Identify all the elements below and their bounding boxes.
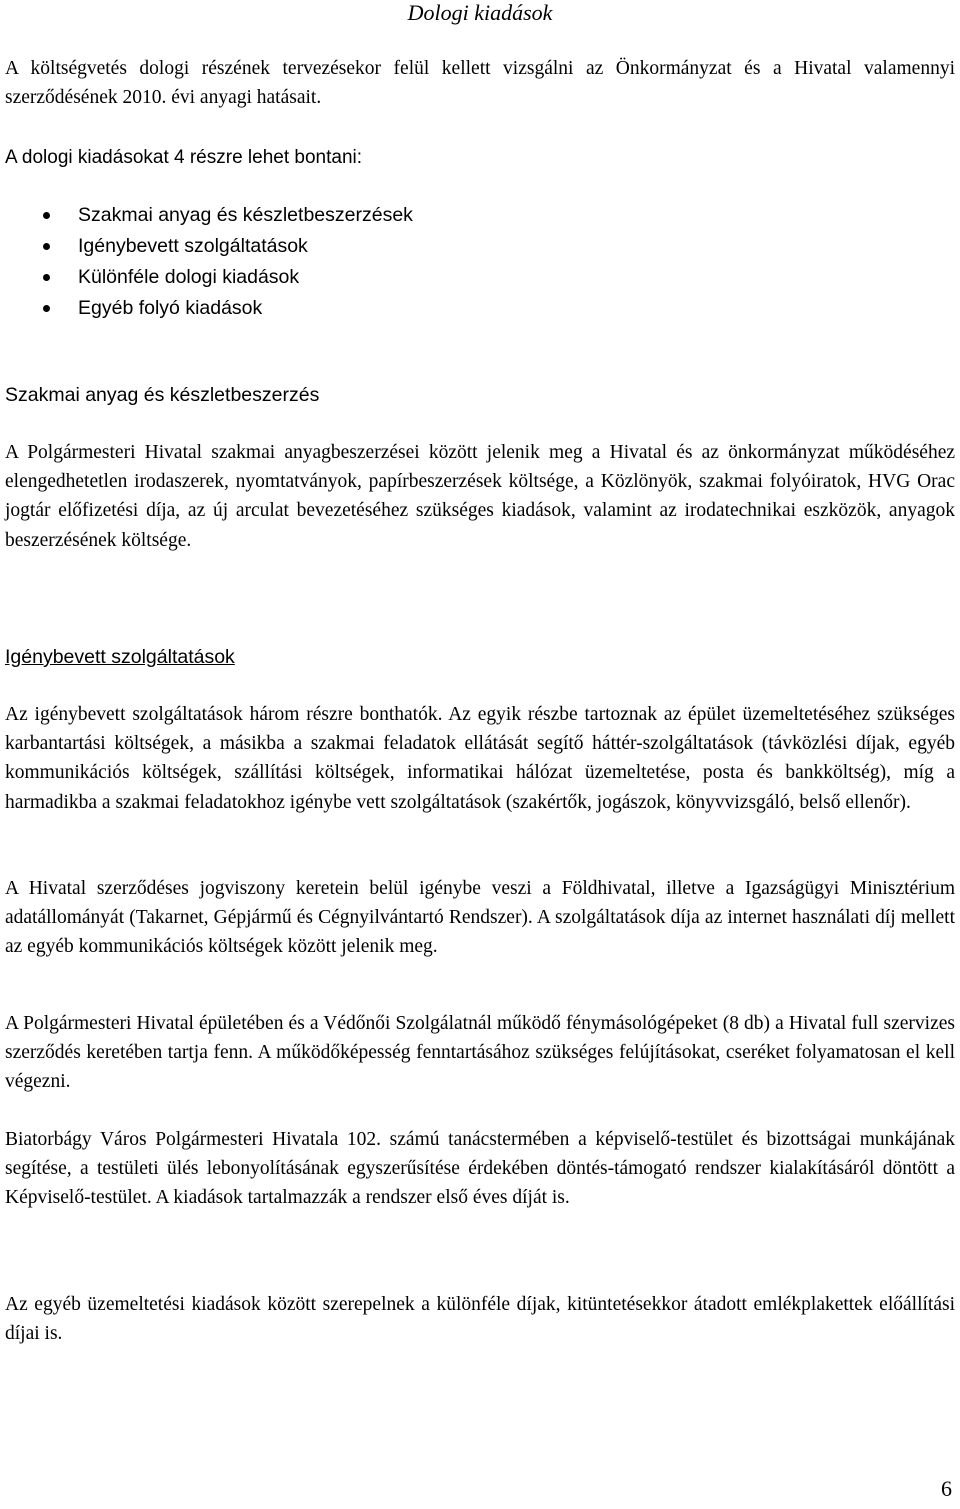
services-paragraph-2: A Hivatal szerződéses jogviszony keretein belül igénybe veszi a Földhivatal, illetve a Igazságügyi Minisztérium adatállományát (Takarnet, Gépjármű és Cégnyilvántartó Rendszer). A szolgáltatások díja az internet használati díj mellett az egyéb kommunikációs költségek között jelenik meg. (5, 878, 955, 958)
page-number: 6 (941, 1476, 952, 1501)
services-paragraph-5: Az egyéb üzemeltetési kiadások között szerepelnek a különféle díjak, kitüntetésekkor átadott emlékplakettek előállítási díjai is. (5, 1294, 955, 1345)
bullet-icon (43, 243, 50, 250)
section-heading-services: Igénybevett szolgáltatások (5, 646, 235, 668)
materials-paragraph: A Polgármesteri Hivatal szakmai anyagbeszerzései között jelenik meg a Hivatal és az önkormányzat működéséhez elengedhetetlen irodaszerek, nyomtatványok, papírbeszerzések költsége, a Közlönyök, szakmai folyóiratok, HVG Orac jogtár előfizetési díja, az új arculat bevezetéséhez szükséges kiadások, valamint az irodatechnikai eszközök, anyagok beszerzésének költsége. (5, 442, 955, 551)
list-item: Egyéb folyó kiadások (5, 293, 413, 324)
services-paragraph-3: A Polgármesteri Hivatal épületében és a Védőnői Szolgálatnál működő fénymásológépeket (8 db) a Hivatal full szervizes szerződés keretében tartja fenn. A működőképesség fenntartásához szükséges felújításokat, cseréket folyamatosan el kell végezni. (5, 1013, 955, 1093)
list-item: Igénybevett szolgáltatások (5, 231, 413, 262)
bullet-icon (43, 274, 50, 281)
bullet-icon (43, 305, 50, 312)
section-heading-materials: Szakmai anyag és készletbeszerzés (5, 384, 320, 406)
list-item: Különféle dologi kiadások (5, 262, 413, 293)
page-title: Dologi kiadások (407, 0, 553, 25)
list-item: Szakmai anyag és készletbeszerzések (5, 200, 413, 231)
services-paragraph-1: Az igénybevett szolgáltatások három részre bonthatók. Az egyik részbe tartoznak az épület üzemeltetéséhez szükséges karbantartási költségek, a másikba a szakmai feladatok ellátását segítő háttér-szolgáltatások (távközlési díjak, egyéb kommunikációs költségek, szállítási költségek, informatikai hálózat üzemeltetése, posta és bankköltség), míg a harmadikba a szakmai feladatokhoz igénybe vett szolgáltatások (szakértők, jogászok, könyvvizsgáló, belső ellenőr). (5, 704, 955, 813)
intro-paragraph: A költségvetés dologi részének tervezésekor felül kellett vizsgálni az Önkormányzat és a Hivatal valamennyi szerződésének 2010. évi anyagi hatásait. (5, 58, 955, 109)
bullet-icon (43, 212, 50, 219)
split-intro: A dologi kiadásokat 4 részre lehet bontani: (5, 147, 363, 168)
category-list (5, 200, 413, 324)
services-paragraph-4: Biatorbágy Város Polgármesteri Hivatala 102. számú tanácstermében a képviselő-testület és bizottságai munkájának segítése, a testületi ülés lebonyolításának egyszerűsítése érdekében döntés-támogató rendszer kialakításáról döntött a Képviselő-testület. A kiadások tartalmazzák a rendszer első éves díját is. (5, 1129, 955, 1209)
